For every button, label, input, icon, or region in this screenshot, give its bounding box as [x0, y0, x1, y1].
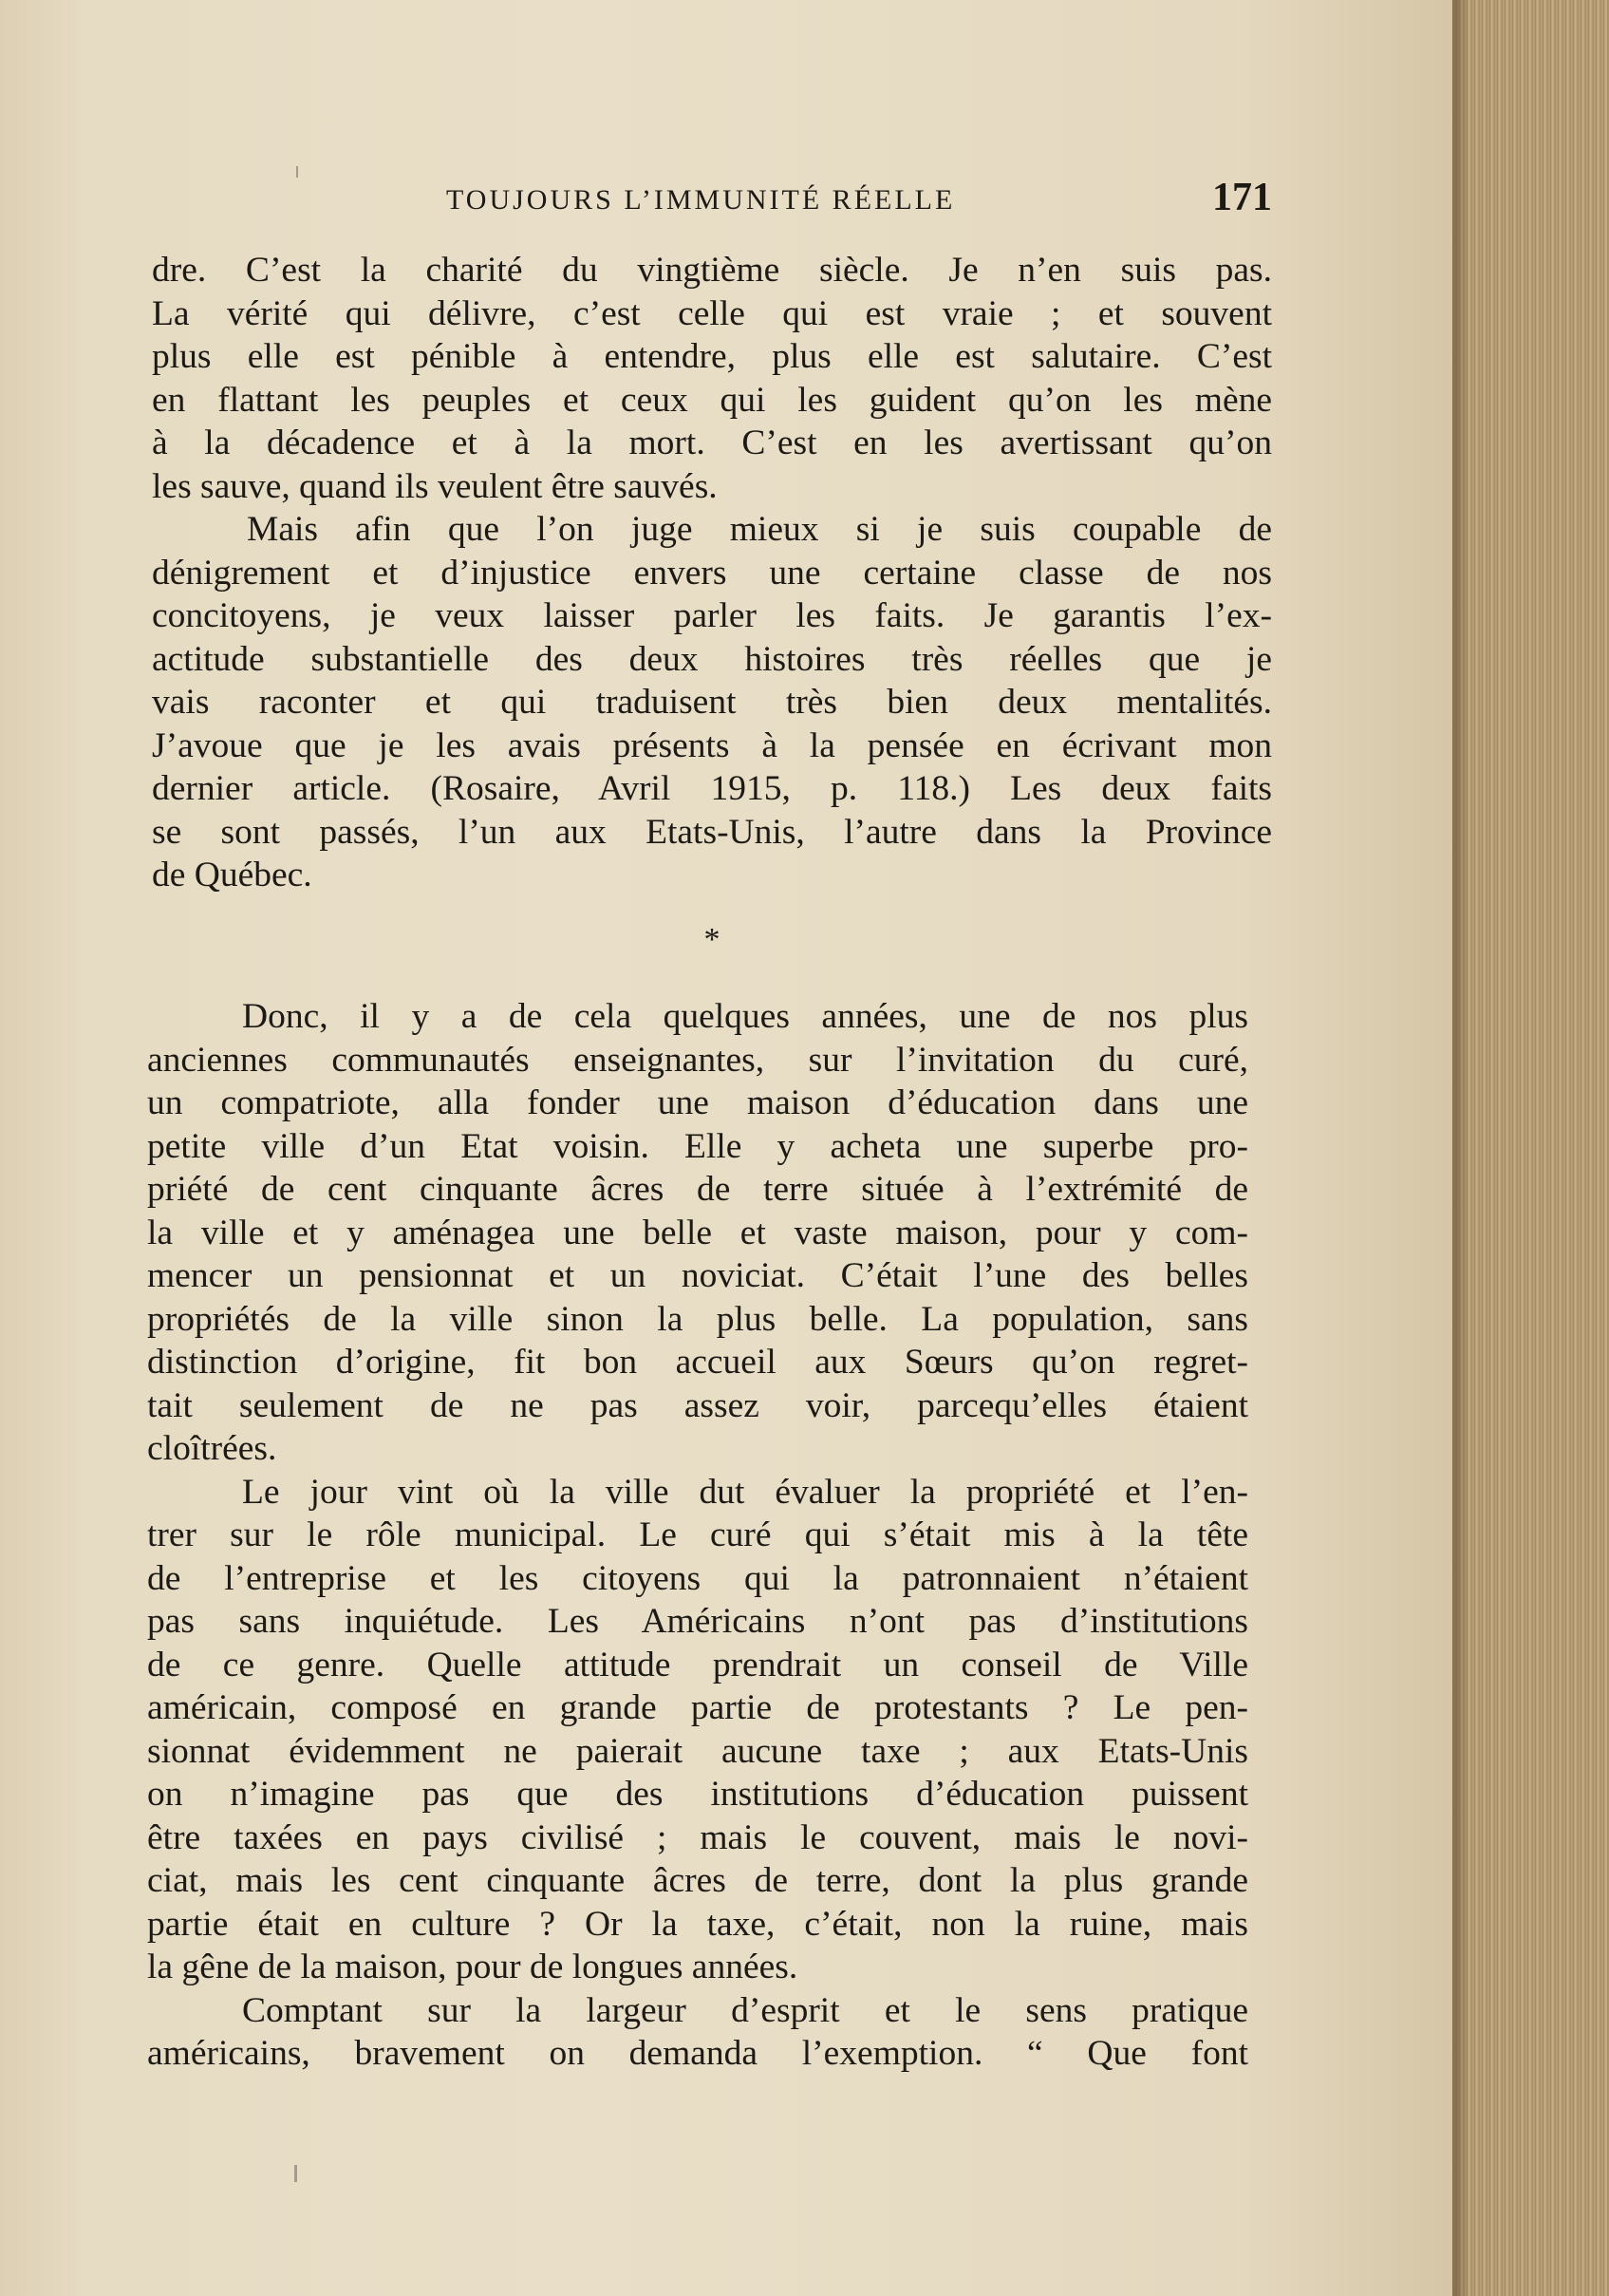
- text-line: Donc, il y a de cela quelques années, une de nos plus: [242, 997, 1248, 1036]
- text-line: distinction d’origine, fit bon accueil aux Sœurs qu’on regret-: [147, 1343, 1248, 1382]
- text-line: à la décadence et à la mort. C’est en les avertissant qu’on: [152, 423, 1272, 462]
- text-line: ciat, mais les cent cinquante âcres de terre, dont la plus grande: [147, 1861, 1248, 1900]
- text-line: les sauve, quand ils veulent être sauvés.: [152, 466, 718, 506]
- paragraph: [147, 1471, 1248, 1989]
- text-line: La vérité qui délivre, c’est celle qui est vraie ; et souvent: [152, 293, 1272, 333]
- text-line: dernier article. (Rosaire, Avril 1915, p. 118.) Les deux faits: [152, 769, 1272, 808]
- text-line: mencer un pensionnat et un noviciat. C’était l’une des belles: [147, 1256, 1248, 1295]
- text-line: en flattant les peuples et ceux qui les guident qu’on les mène: [152, 380, 1272, 420]
- text-line: anciennes communautés enseignantes, sur l’invitation du curé,: [147, 1040, 1248, 1080]
- page-edge: [1452, 0, 1609, 2296]
- text-line: propriétés de la ville sinon la plus belle. La population, sans: [147, 1299, 1248, 1339]
- text-line: Le jour vint où la ville dut évaluer la propriété et l’en-: [242, 1472, 1248, 1512]
- ink-mark: [294, 2165, 297, 2182]
- text-line: américain, composé en grande partie de protestants ? Le pen-: [147, 1688, 1248, 1727]
- text-line: Mais afin que l’on juge mieux si je suis coupable de: [247, 510, 1272, 549]
- paragraph: [152, 508, 1272, 897]
- text-line: un compatriote, alla fonder une maison d’éducation dans une: [147, 1083, 1248, 1122]
- paragraph: [147, 1989, 1248, 2076]
- text-line: tait seulement de ne pas assez voir, parcequ’elles étaient: [147, 1385, 1248, 1425]
- text-line: sionnat évidemment ne paierait aucune taxe ; aux Etats-Unis: [147, 1731, 1248, 1771]
- text-line: cloîtrées.: [147, 1429, 277, 1468]
- text-line: priété de cent cinquante âcres de terre située à l’extrémité de: [147, 1170, 1248, 1209]
- text-line: partie était en culture ? Or la taxe, c’était, non la ruine, mais: [147, 1904, 1248, 1944]
- text-line: pas sans inquiétude. Les Américains n’ont pas d’institutions: [147, 1602, 1248, 1641]
- text-line: Comptant sur la largeur d’esprit et le sens pratique: [242, 1990, 1248, 2030]
- text-line: de ce genre. Quelle attitude prendrait un conseil de Ville: [147, 1645, 1248, 1684]
- text-line: la ville et y aménagea une belle et vaste maison, pour y com-: [147, 1213, 1248, 1252]
- page-number: 171: [1212, 176, 1272, 219]
- text-line: actitude substantielle des deux histoires très réelles que je: [152, 639, 1272, 679]
- text-line: J’avoue que je les avais présents à la pensée en écrivant mon: [152, 725, 1272, 765]
- text-line: plus elle est pénible à entendre, plus elle est salutaire. C’est: [152, 337, 1272, 376]
- text-line: de Québec.: [152, 856, 312, 894]
- ink-mark: [296, 166, 298, 178]
- text-line: la gêne de la maison, pour de longues années.: [147, 1948, 798, 1986]
- text-line: vais raconter et qui traduisent très bien deux mentalités.: [152, 683, 1272, 722]
- text-line: on n’imagine pas que des institutions d’éducation puissent: [147, 1775, 1248, 1814]
- text-line: se sont passés, l’un aux Etats-Unis, l’autre dans la Province: [152, 812, 1272, 852]
- text-block-top: [152, 249, 1272, 1002]
- section-separator: *: [703, 921, 720, 957]
- paragraph: [147, 995, 1248, 1471]
- paragraph: [152, 249, 1272, 508]
- text-line: être taxées en pays civilisé ; mais le couvent, mais le novi-: [147, 1817, 1248, 1857]
- text-line: concitoyens, je veux laisser parler les faits. Je garantis l’ex-: [152, 596, 1272, 635]
- text-line: dénigrement et d’injustice envers une certaine classe de nos: [152, 553, 1272, 593]
- text-block-bottom: [147, 995, 1248, 2076]
- text-line: dre. C’est la charité du vingtième siècle. Je n’en suis pas.: [152, 251, 1272, 290]
- text-line: trer sur le rôle municipal. Le curé qui s’était mis à la tête: [147, 1515, 1248, 1554]
- text-line: de l’entreprise et les citoyens qui la patronnaient n’étaient: [147, 1558, 1248, 1598]
- page-header: [152, 176, 1272, 237]
- text-line: américains, bravement on demanda l’exemption. “ Que font: [147, 2034, 1248, 2073]
- running-title: TOUJOURS L’IMMUNITÉ RÉELLE: [446, 184, 956, 216]
- text-line: petite ville d’un Etat voisin. Elle y acheta une superbe pro-: [147, 1126, 1248, 1166]
